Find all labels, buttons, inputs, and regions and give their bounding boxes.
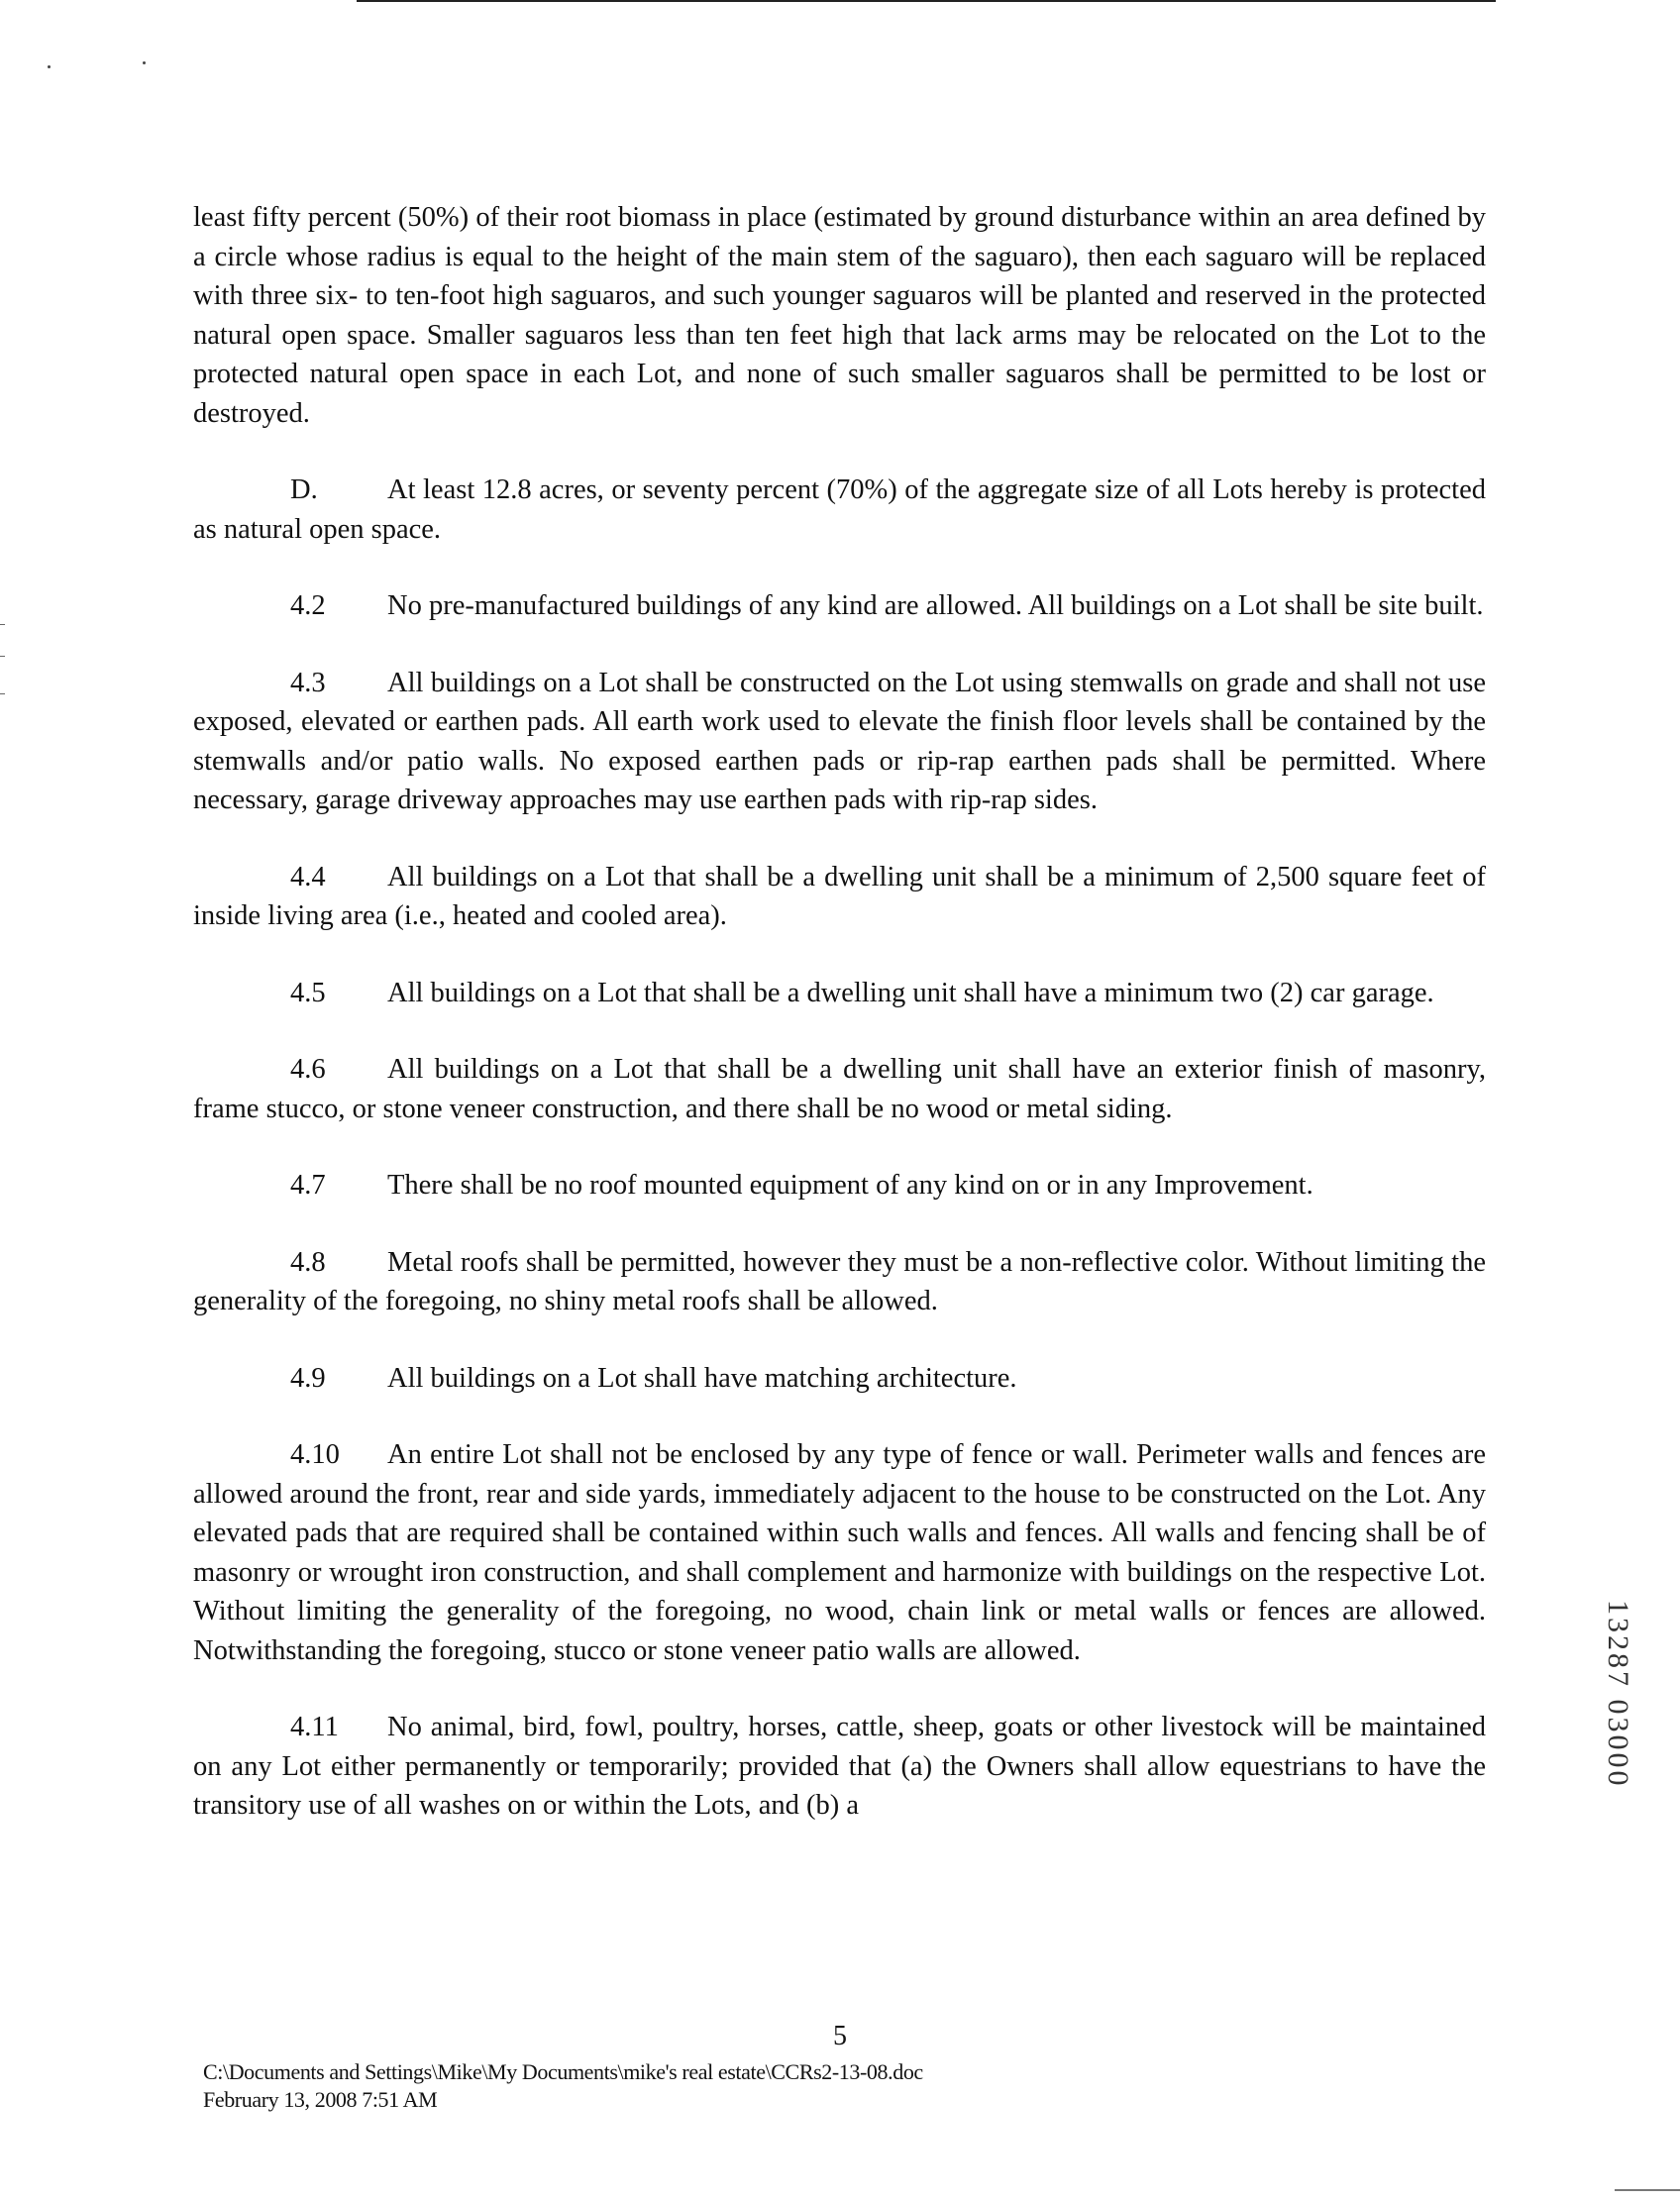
paragraph-4-10: 4.10 An entire Lot shall not be enclosed by any type of fence or wall. Perimeter walls and fences are allowed around the front, rear and side yards, immediately adjacent to the house to be constructed on the Lot. Any elevated pads that are required shall be contained within such walls and fences. All walls and fencing shall be of masonry or wrought iron construction, and shall complement and harmonize with buildings on the respective Lot. Without limiting the generality of the foregoing, no wood, chain link or metal walls or fences are allowed. Notwithstanding the foregoing, stucco or stone veneer patio walls are allowed.	[193, 1435, 1486, 1670]
scan-edge-mark	[0, 693, 5, 694]
paragraph-4-11: 4.11 No animal, bird, fowl, poultry, horses, cattle, sheep, goats or other livestock will be maintained on any Lot either permanently or temporarily; provided that (a) the Owners shall allow equestrians to have the transitory use of all washes on or within the Lots, and (b) a	[193, 1708, 1486, 1826]
scan-speck	[143, 61, 146, 64]
paragraph-d: D. At least 12.8 acres, or seventy percent (70%) of the aggregate size of all Lots hereby is protected as natural open space.	[193, 471, 1486, 549]
footer	[203, 2058, 923, 2114]
paragraph-number: 4.3	[290, 667, 326, 698]
paragraph-number: 4.6	[290, 1054, 326, 1085]
paragraph-4-2: 4.2 No pre-manufactured buildings of any kind are allowed. All buildings on a Lot shall be site built.	[193, 586, 1486, 626]
scan-edge-mark	[0, 656, 5, 657]
paragraph-number: 4.2	[290, 590, 326, 621]
paragraph-number: 4.7	[290, 1170, 326, 1201]
scan-speck	[48, 65, 51, 68]
paragraph-number: D.	[290, 474, 318, 505]
bottom-rule	[1615, 2189, 1680, 2191]
paragraph-number: 4.11	[290, 1712, 339, 1742]
paragraph-number: 4.10	[290, 1439, 340, 1470]
document-body	[193, 198, 1486, 1863]
paragraph-number: 4.4	[290, 861, 326, 892]
paragraph-4-4: 4.4 All buildings on a Lot that shall be a dwelling unit shall be a minimum of 2,500 square feet of inside living area (i.e., heated and cooled area).	[193, 858, 1486, 936]
paragraph-continued: least fifty percent (50%) of their root biomass in place (estimated by ground disturbance within an area defined by a circle whose radius is equal to the height of the main stem of the saguaro), then each saguaro will be replaced with three six- to ten-foot high saguaros, and such younger saguaros will be planted and reserved in the protected natural open space. Smaller saguaros less than ten feet high that lack arms may be relocated on the Lot to the protected natural open space in each Lot, and none of such smaller saguaros shall be permitted to be lost or destroyed.	[193, 202, 1486, 429]
paragraph-4-6: 4.6 All buildings on a Lot that shall be a dwelling unit shall have an exterior finish of masonry, frame stucco, or stone veneer construction, and there shall be no wood or metal siding.	[193, 1050, 1486, 1128]
footer-date: February 13, 2008 7:51 AM	[203, 2087, 438, 2112]
paragraph-4-7: 4.7 There shall be no roof mounted equipment of any kind on or in any Improvement.	[193, 1166, 1486, 1206]
paragraph-4-3: 4.3 All buildings on a Lot shall be constructed on the Lot using stemwalls on grade and shall not use exposed, elevated or earthen pads. All earth work used to elevate the finish floor levels shall be contained by the stemwalls and/or patio walls. No exposed earthen pads or rip-rap earthen pads shall be permitted. Where necessary, garage driveway approaches may use earthen pads with rip-rap sides.	[193, 664, 1486, 820]
paragraph-4-9: 4.9 All buildings on a Lot shall have matching architecture.	[193, 1359, 1486, 1399]
paragraph-number: 4.8	[290, 1246, 326, 1278]
footer-file-path: C:\Documents and Settings\Mike\My Documents\mike's real estate\CCRs2-13-08.doc	[203, 2059, 923, 2084]
recording-number-stamp: 13287 03000	[1602, 1600, 1634, 1789]
paragraph-number: 4.9	[290, 1362, 326, 1394]
paragraph-4-8: 4.8 Metal roofs shall be permitted, however they must be a non-reflective color. Without limiting the generality of the foregoing, no shiny metal roofs shall be allowed.	[193, 1243, 1486, 1321]
top-rule	[357, 0, 1496, 2]
paragraph-4-5: 4.5 All buildings on a Lot that shall be a dwelling unit shall have a minimum two (2) car garage.	[193, 974, 1486, 1013]
paragraph-number: 4.5	[290, 977, 326, 1008]
scan-edge-mark	[0, 624, 5, 625]
page-number: 5	[833, 2021, 847, 2051]
